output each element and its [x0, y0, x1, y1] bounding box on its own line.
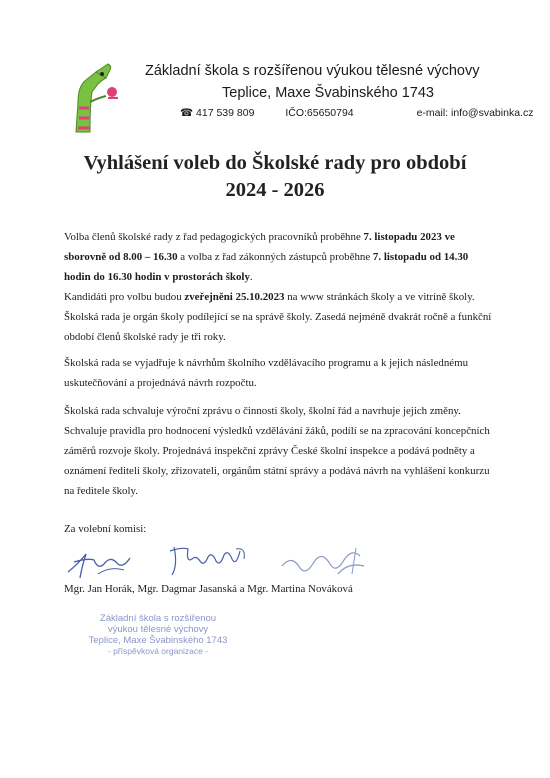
committee-names: Mgr. Jan Horák, Mgr. Dagmar Jasanská a Mgr. Martina Nováková [64, 583, 353, 595]
stamp-line-3: Teplice, Maxe Švabinského 1743 [88, 635, 228, 646]
stamp-line-2: výukou tělesné výchovy [107, 624, 209, 635]
paragraph-council-duties: Školská rada schvaluje výroční zprávu o činnosti školy, školní řád a navrhuje jejich změny. Schvaluje pravidla pro hodnocení výsledků vzdělávání žáků, podílí se na zpracování koncepčních záměrů rozvoje školy. Projednává inspekční zprávy České školní inspekce a podává podněty a oznámení řediteli školy, zřizovateli, orgánům státní správy a podává návrh na vyhlášení konkurzu na ředitele školy. [64, 405, 490, 497]
contact-line [180, 107, 533, 119]
document-title [40, 150, 510, 204]
paragraph-council-program: Školská rada se vyjadřuje k návrhům školního vzdělávacího programu a k jejich následnému uskutečňování a projednává návrh rozpočtu. [64, 357, 469, 389]
p1-text-2: a volba z řad zákonných zástupců proběhne [177, 251, 373, 263]
school-address: Teplice, Maxe Švabinského 1743 [222, 85, 434, 101]
title-line-2: 2024 - 2026 [225, 179, 325, 201]
stamp-line-1: Základní škola s rozšířenou [99, 613, 217, 624]
signature-1 [64, 544, 136, 580]
title-line-1: Vyhlášení voleb do Školské rady pro období [83, 152, 467, 174]
school-stamp [88, 613, 228, 657]
stamp-line-4: - příspěvková organizace - [107, 646, 209, 656]
p1-text-3: . [249, 271, 253, 283]
signature-2 [166, 541, 248, 579]
p1-bold-1: 7. listopadu 2023 ve sborovně od 8.00 – 16.30 [64, 231, 455, 263]
paragraph-election-dates [64, 227, 494, 307]
phone-icon: ☎ [180, 107, 194, 119]
email-address: e-mail: info@svabinka.cz [416, 107, 534, 119]
signature-3 [278, 544, 370, 580]
p1-text-4: Kandidáti pro volbu budou [64, 291, 185, 303]
p1-bold-3: zveřejněni 25.10.2023 [184, 291, 285, 303]
committee-label: Za volební komisi: [64, 523, 147, 535]
company-id: IČO:65650794 [285, 107, 354, 119]
phone-number: 417 539 809 [196, 107, 255, 119]
p1-text-5: na www stránkách školy a ve vitríně školy. [284, 291, 475, 303]
school-logo [62, 58, 124, 136]
school-name: Základní škola s rozšířenou výukou tělesné výchovy [145, 63, 480, 79]
paragraph-council-role: Školská rada je orgán školy podílející se na správě školy. Zasedá nejméně dvakrát ročně a funkční období členů školské rady je tři roky. [64, 311, 492, 343]
p1-text-1: Volba členů školské rady z řad pedagogických pracovníků proběhne [64, 231, 364, 243]
p1-bold-2: 7. listopadu od 14.30 hodin do 16.30 hodin v prostorách školy [64, 251, 469, 283]
